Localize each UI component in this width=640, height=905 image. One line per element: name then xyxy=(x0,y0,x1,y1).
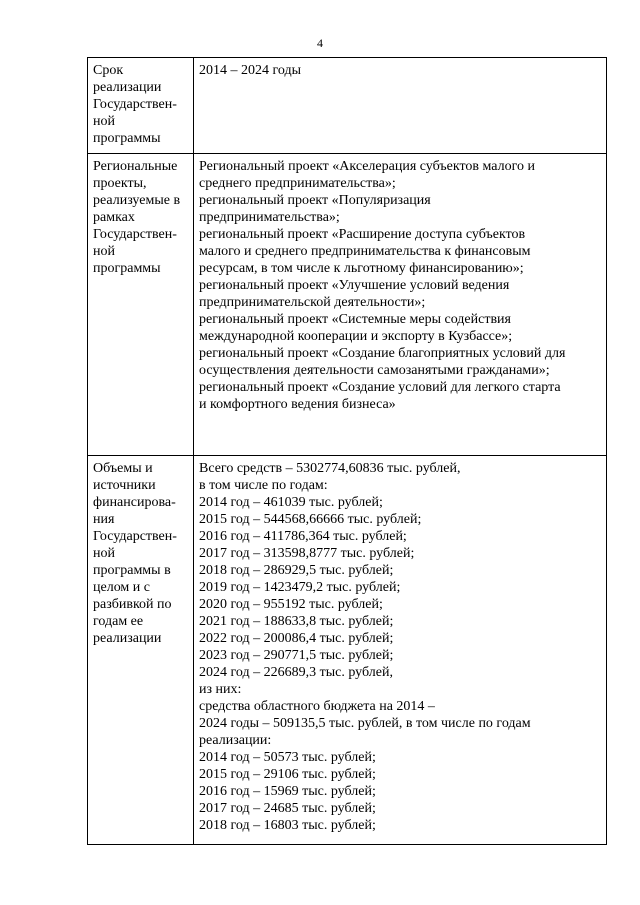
text-line: 2020 год – 955192 тыс. рублей; xyxy=(199,597,383,612)
text-line: региональный проект «Создание благоприятных условий для xyxy=(199,346,566,361)
row-value-cell xyxy=(194,58,607,154)
text-line: в том числе по годам: xyxy=(199,478,328,493)
text-line: осуществления деятельности самозанятыми гражданами»; xyxy=(199,363,550,378)
row-value-cell xyxy=(194,456,607,845)
text-line: ной xyxy=(93,244,115,259)
text-line: Срок xyxy=(93,63,124,78)
text-line: средства областного бюджета на 2014 – xyxy=(199,699,435,714)
text-line: ной xyxy=(93,546,115,561)
text-line: 2022 год – 200086,4 тыс. рублей; xyxy=(199,631,394,646)
text-line: 2016 год – 15969 тыс. рублей; xyxy=(199,784,376,799)
text-line: предпринимательства»; xyxy=(199,210,340,225)
text-line: финансирова- xyxy=(93,495,176,510)
text-line: 2024 годы – 509135,5 тыс. рублей, в том числе по годам xyxy=(199,716,531,731)
text-line: рамках xyxy=(93,210,135,225)
text-line: ния xyxy=(93,512,115,527)
text-line: программы в xyxy=(93,563,171,578)
table-row-financing xyxy=(88,456,607,845)
row-label-cell xyxy=(88,456,194,845)
text-line: 2017 год – 24685 тыс. рублей; xyxy=(199,801,376,816)
text-line: региональный проект «Популяризация xyxy=(199,193,431,208)
text-line: целом и с xyxy=(93,580,150,595)
text-line: среднего предпринимательства»; xyxy=(199,176,396,191)
text-line: региональный проект «Улучшение условий ведения xyxy=(199,278,510,293)
text-line: 2015 год – 544568,66666 тыс. рублей; xyxy=(199,512,422,527)
text-line: реализации xyxy=(93,80,162,95)
text-line: и комфортного ведения бизнеса» xyxy=(199,397,396,412)
text-line: Региональные xyxy=(93,159,178,174)
text-line: ной xyxy=(93,114,115,129)
text-line: из них: xyxy=(199,682,242,697)
text-line: региональный проект «Создание условий для легкого старта xyxy=(199,380,561,395)
text-line: ресурсам, в том числе к льготному финансированию»; xyxy=(199,261,524,276)
text-line: 2019 год – 1423479,2 тыс. рублей; xyxy=(199,580,401,595)
text-line: Государствен- xyxy=(93,529,177,544)
row-label-cell xyxy=(88,154,194,456)
text-line: реализации: xyxy=(199,733,272,748)
program-passport-table xyxy=(87,57,607,845)
text-line: Всего средств – 5302774,60836 тыс. рублей, xyxy=(199,461,461,476)
text-line: 2017 год – 313598,8777 тыс. рублей; xyxy=(199,546,415,561)
row-label-cell xyxy=(88,58,194,154)
text-line: реализации xyxy=(93,631,162,646)
text-line: программы xyxy=(93,131,161,146)
text-line: годам ее xyxy=(93,614,144,629)
text-line: 2024 год – 226689,3 тыс. рублей, xyxy=(199,665,393,680)
table-row-regional-projects xyxy=(88,154,607,456)
page-number: 4 xyxy=(317,36,323,50)
text-line: 2018 год – 286929,5 тыс. рублей; xyxy=(199,563,394,578)
text-line: 2018 год – 16803 тыс. рублей; xyxy=(199,818,376,833)
text-line: Региональный проект «Акселерация субъектов малого и xyxy=(199,159,535,174)
table-row-term xyxy=(88,58,607,154)
text-line: 2021 год – 188633,8 тыс. рублей; xyxy=(199,614,394,629)
text-line: 2015 год – 29106 тыс. рублей; xyxy=(199,767,376,782)
text-line: 2014 год – 461039 тыс. рублей; xyxy=(199,495,383,510)
text-line: реализуемые в xyxy=(93,193,181,208)
text-line: Государствен- xyxy=(93,227,177,242)
text-line: 2023 год – 290771,5 тыс. рублей; xyxy=(199,648,394,663)
text-line: Государствен- xyxy=(93,97,177,112)
text-line: Объемы и xyxy=(93,461,153,476)
row-value-cell xyxy=(194,154,607,456)
text-line: источники xyxy=(93,478,156,493)
text-line: региональный проект «Системные меры содействия xyxy=(199,312,511,327)
text-line: 2014 – 2024 годы xyxy=(199,63,302,78)
text-line: 2014 год – 50573 тыс. рублей; xyxy=(199,750,376,765)
text-line: проекты, xyxy=(93,176,147,191)
text-line: предпринимательской деятельности»; xyxy=(199,295,426,310)
text-line: разбивкой по xyxy=(93,597,172,612)
text-line: международной кооперации и экспорту в Кузбассе»; xyxy=(199,329,513,344)
text-line: 2016 год – 411786,364 тыс. рублей; xyxy=(199,529,407,544)
text-line: малого и среднего предпринимательства к финансовым xyxy=(199,244,531,259)
text-line: региональный проект «Расширение доступа субъектов xyxy=(199,227,526,242)
text-line: программы xyxy=(93,261,161,276)
